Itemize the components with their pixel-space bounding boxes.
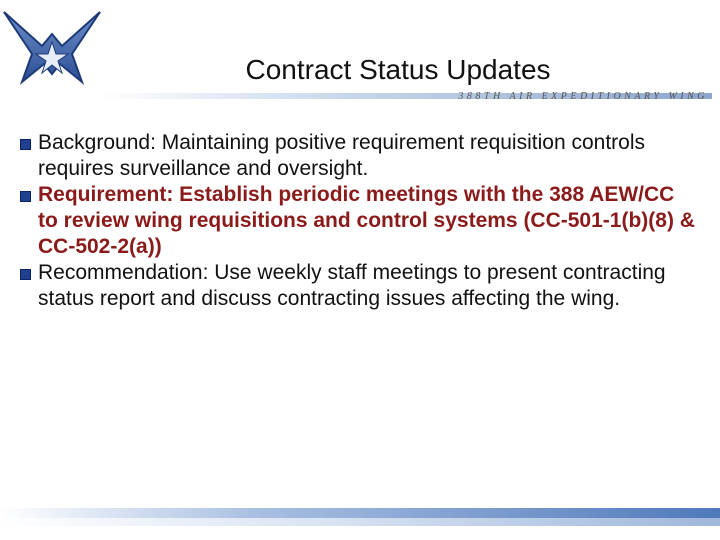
bullet-text: Recommendation: Use weekly staff meetings to present contracting status report and discuss contracting issues affecting the wing. [38, 261, 666, 310]
bullet-list [18, 130, 698, 312]
footer-bar [0, 508, 720, 518]
bullet-marker-icon [20, 269, 31, 280]
bullet-marker-icon [20, 139, 31, 150]
slide-subtitle: 388TH AIR EXPEDITIONARY WING [458, 91, 708, 102]
bullet-recommendation [18, 260, 698, 312]
bullet-marker-icon [20, 191, 31, 202]
slide-title: Contract Status Updates [245, 54, 551, 85]
bullet-text: Background: Maintaining positive requirement requisition controls requires surveillance and oversight. [38, 131, 645, 180]
bullet-text: Requirement: Establish periodic meetings with the 388 AEW/CC to review wing requisitions and control systems (CC-501-1(b)(8) & CC-502-2(a)) [38, 183, 695, 258]
bullet-requirement [18, 182, 698, 260]
footer-bar-lower [0, 518, 720, 526]
bullet-background [18, 130, 698, 182]
